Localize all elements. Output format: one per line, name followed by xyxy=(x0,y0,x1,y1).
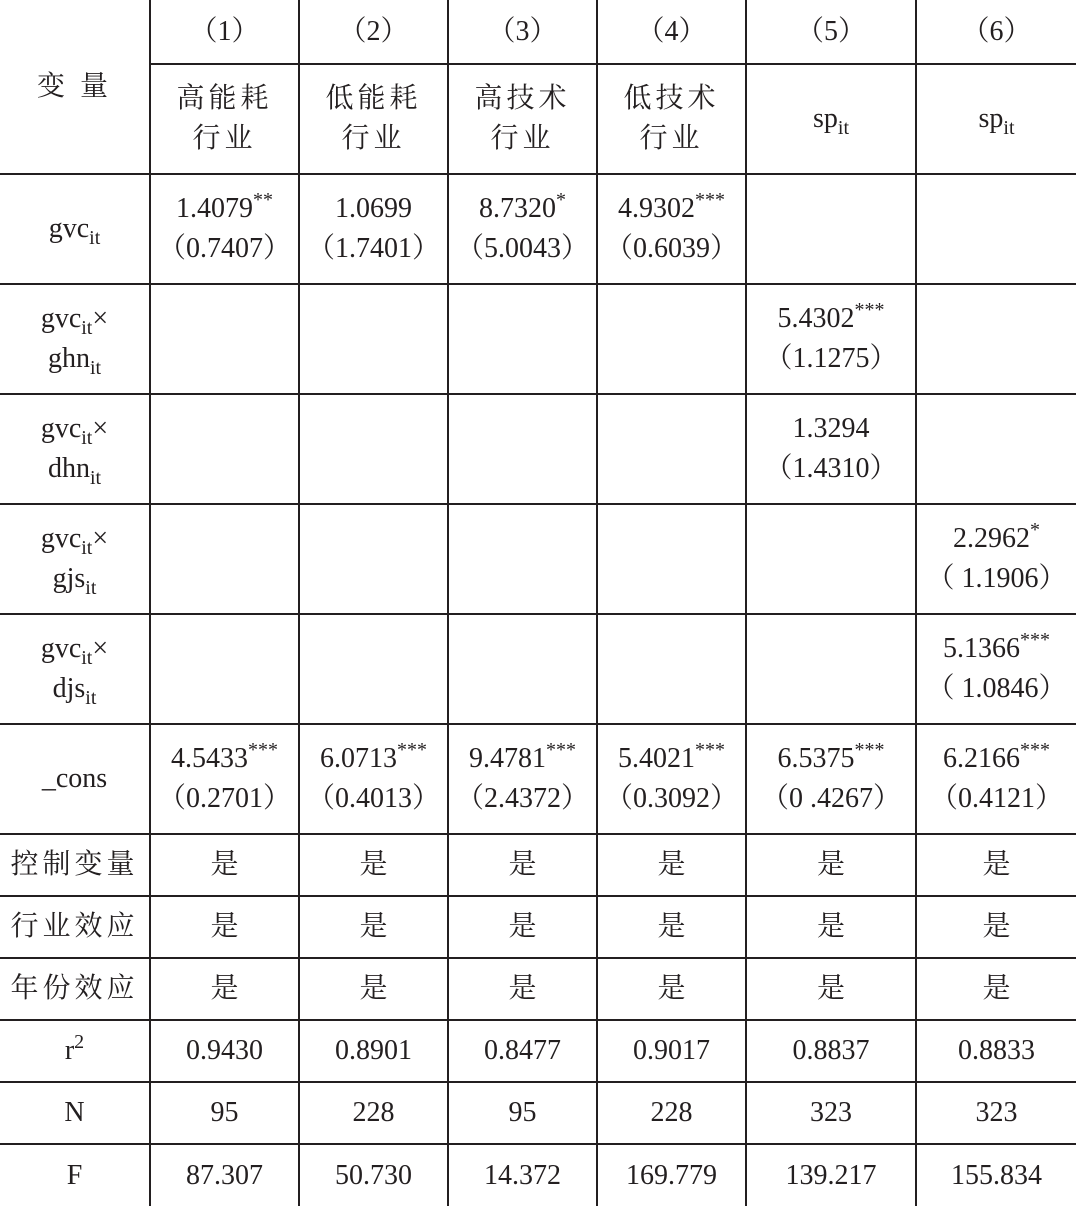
col-name-line: 行业 xyxy=(192,123,257,154)
standard-error: （2.4372） xyxy=(455,783,589,814)
col-name-line: 行业 xyxy=(490,123,555,154)
row-label xyxy=(0,614,150,724)
coef-cell xyxy=(299,174,448,284)
times-sign: × xyxy=(92,413,109,444)
row-label-base: gvc xyxy=(40,413,82,444)
value-cell: 0.9430 xyxy=(150,1020,299,1082)
col-name-line: 行业 xyxy=(341,123,406,154)
row-label-base: dhn xyxy=(47,453,90,484)
coef-cell xyxy=(299,614,448,724)
coef-cell xyxy=(150,284,299,394)
coef-cell xyxy=(597,614,746,724)
col-name xyxy=(150,64,299,174)
header-number-row xyxy=(0,0,1076,64)
row-gvc xyxy=(0,174,1076,284)
value-cell: 是 xyxy=(597,896,746,958)
row-cons xyxy=(0,724,1076,834)
value-cell: 87.307 xyxy=(150,1144,299,1206)
coef-cell xyxy=(746,174,916,284)
value-cell: 95 xyxy=(448,1082,597,1144)
significance-stars: *** xyxy=(854,739,885,761)
coef-cell xyxy=(746,504,916,614)
row-label: N xyxy=(0,1082,150,1144)
value-cell: 228 xyxy=(299,1082,448,1144)
significance-stars: * xyxy=(556,189,566,211)
row-r2 xyxy=(0,1020,1076,1082)
value-cell: 323 xyxy=(746,1082,916,1144)
col-name xyxy=(597,64,746,174)
row-label-base: gvc xyxy=(48,213,90,244)
coef-cell xyxy=(597,174,746,284)
coefficient: 6.2166 xyxy=(943,743,1020,774)
row-label-base: gvc xyxy=(40,633,82,664)
row-n xyxy=(0,1082,1076,1144)
col-number: （6） xyxy=(916,0,1076,64)
coef-cell xyxy=(746,724,916,834)
value-cell: 155.834 xyxy=(916,1144,1076,1206)
coef-cell xyxy=(916,724,1076,834)
row-label-sub: it xyxy=(81,537,93,559)
significance-stars: *** xyxy=(695,739,725,761)
col-name-line: 行业 xyxy=(639,123,704,154)
row-label: _cons xyxy=(0,724,150,834)
significance-stars: *** xyxy=(397,739,427,761)
value-cell: 是 xyxy=(150,896,299,958)
significance-stars: *** xyxy=(1020,629,1050,651)
value-cell: 是 xyxy=(299,896,448,958)
value-cell: 0.8901 xyxy=(299,1020,448,1082)
value-cell: 228 xyxy=(597,1082,746,1144)
value-cell: 14.372 xyxy=(448,1144,597,1206)
coef-cell xyxy=(597,504,746,614)
value-cell: 0.8833 xyxy=(916,1020,1076,1082)
row-label-sub: it xyxy=(85,577,97,599)
coefficient: 1.0699 xyxy=(335,193,412,224)
standard-error: （1.4310） xyxy=(764,453,898,484)
row-djs xyxy=(0,614,1076,724)
value-cell: 是 xyxy=(299,958,448,1020)
value-cell: 是 xyxy=(746,958,916,1020)
coef-cell xyxy=(448,724,597,834)
coef-cell xyxy=(597,394,746,504)
value-cell: 是 xyxy=(916,958,1076,1020)
row-label-base: gjs xyxy=(52,563,86,594)
coef-cell xyxy=(916,614,1076,724)
row-label-base: r xyxy=(64,1035,75,1066)
standard-error: （ 1.1906） xyxy=(926,563,1067,594)
coefficient: 1.4079 xyxy=(176,193,253,224)
coef-cell xyxy=(746,394,916,504)
col-name xyxy=(448,64,597,174)
coef-cell xyxy=(448,284,597,394)
coef-cell xyxy=(916,174,1076,284)
standard-error: （0.4013） xyxy=(306,783,440,814)
row-label: 控制变量 xyxy=(0,834,150,896)
col-name-line: 高技术 xyxy=(474,83,571,114)
row-label xyxy=(0,504,150,614)
coefficient: 4.5433 xyxy=(171,743,248,774)
col-number: （2） xyxy=(299,0,448,64)
row-label-sub: it xyxy=(89,227,101,249)
coef-cell xyxy=(150,174,299,284)
value-cell: 是 xyxy=(916,834,1076,896)
coef-cell xyxy=(916,284,1076,394)
significance-stars: *** xyxy=(248,739,278,761)
value-cell: 169.779 xyxy=(597,1144,746,1206)
row-label-sub: it xyxy=(85,687,97,709)
coefficient: 4.9302 xyxy=(618,193,695,224)
times-sign: × xyxy=(92,633,109,664)
row-label-sub: it xyxy=(81,317,93,339)
standard-error: （5.0043） xyxy=(455,233,589,264)
row-label: 行业效应 xyxy=(0,896,150,958)
row-label xyxy=(0,1020,150,1082)
standard-error: （1.1275） xyxy=(764,343,898,374)
significance-stars: *** xyxy=(854,299,885,321)
significance-stars: *** xyxy=(1020,739,1050,761)
col-number: （5） xyxy=(746,0,916,64)
coef-cell xyxy=(746,614,916,724)
significance-stars: *** xyxy=(695,189,725,211)
coef-cell xyxy=(299,284,448,394)
col-name xyxy=(746,64,916,174)
standard-error: （0.4121） xyxy=(929,783,1063,814)
coefficient: 6.0713 xyxy=(320,743,397,774)
col-name-line: 高能耗 xyxy=(176,83,273,114)
row-ghn xyxy=(0,284,1076,394)
row-label-base: gvc xyxy=(40,303,82,334)
row-label: 年份效应 xyxy=(0,958,150,1020)
coef-cell xyxy=(299,394,448,504)
coef-cell xyxy=(448,394,597,504)
times-sign: × xyxy=(92,303,109,334)
value-cell: 0.8837 xyxy=(746,1020,916,1082)
col-name xyxy=(916,64,1076,174)
value-cell: 0.9017 xyxy=(597,1020,746,1082)
coefficient: 5.1366 xyxy=(943,633,1020,664)
value-cell: 是 xyxy=(746,896,916,958)
row-gjs xyxy=(0,504,1076,614)
coefficient: 9.4781 xyxy=(469,743,546,774)
value-cell: 0.8477 xyxy=(448,1020,597,1082)
row-label-base: gvc xyxy=(40,523,82,554)
significance-stars: *** xyxy=(546,739,576,761)
row-control xyxy=(0,834,1076,896)
row-label: F xyxy=(0,1144,150,1206)
coefficient: 1.3294 xyxy=(792,413,870,444)
value-cell: 323 xyxy=(916,1082,1076,1144)
coef-cell xyxy=(150,394,299,504)
row-industry xyxy=(0,896,1076,958)
coef-cell xyxy=(299,504,448,614)
row-f xyxy=(0,1144,1076,1206)
col-number: （1） xyxy=(150,0,299,64)
variable-header-cell xyxy=(0,0,150,174)
row-label-sup: 2 xyxy=(74,1031,85,1053)
row-label xyxy=(0,394,150,504)
col-name-sub: it xyxy=(1003,117,1015,139)
coef-cell xyxy=(916,394,1076,504)
row-label-sub: it xyxy=(89,467,102,489)
standard-error: （0.7407） xyxy=(157,233,291,264)
row-year xyxy=(0,958,1076,1020)
coefficient: 8.7320 xyxy=(479,193,556,224)
significance-stars: ** xyxy=(253,189,273,211)
coefficient: 2.2962 xyxy=(953,523,1030,554)
value-cell: 139.217 xyxy=(746,1144,916,1206)
coef-cell xyxy=(597,284,746,394)
coef-cell xyxy=(150,724,299,834)
value-cell: 是 xyxy=(597,958,746,1020)
value-cell: 是 xyxy=(150,834,299,896)
value-cell: 是 xyxy=(448,834,597,896)
value-cell: 是 xyxy=(150,958,299,1020)
row-dhn xyxy=(0,394,1076,504)
coef-cell xyxy=(299,724,448,834)
standard-error: （0.2701） xyxy=(157,783,291,814)
standard-error: （0 .4267） xyxy=(760,783,901,814)
value-cell: 是 xyxy=(448,958,597,1020)
col-name-line: 低能耗 xyxy=(325,83,422,114)
row-label xyxy=(0,284,150,394)
variable-header-label: 变 量 xyxy=(36,70,112,102)
row-label-base: ghn xyxy=(47,343,90,374)
row-label xyxy=(0,174,150,284)
coef-cell xyxy=(448,174,597,284)
row-label-sub: it xyxy=(81,427,93,449)
value-cell: 是 xyxy=(746,834,916,896)
significance-stars: * xyxy=(1030,519,1040,541)
standard-error: （1.7401） xyxy=(306,233,440,264)
coef-cell xyxy=(746,284,916,394)
col-name-line: 低技术 xyxy=(623,83,720,114)
standard-error: （0.3092） xyxy=(604,783,738,814)
value-cell: 是 xyxy=(597,834,746,896)
header-name-row xyxy=(0,64,1076,174)
coef-cell xyxy=(916,504,1076,614)
row-label-base: djs xyxy=(52,673,86,704)
col-number: （4） xyxy=(597,0,746,64)
value-cell: 是 xyxy=(448,896,597,958)
col-name xyxy=(299,64,448,174)
value-cell: 是 xyxy=(299,834,448,896)
coef-cell xyxy=(150,614,299,724)
coef-cell xyxy=(448,504,597,614)
value-cell: 95 xyxy=(150,1082,299,1144)
value-cell: 50.730 xyxy=(299,1144,448,1206)
times-sign: × xyxy=(92,523,109,554)
coef-cell xyxy=(448,614,597,724)
col-name-base: sp xyxy=(812,103,838,134)
col-number: （3） xyxy=(448,0,597,64)
coefficient: 5.4302 xyxy=(777,303,855,334)
standard-error: （0.6039） xyxy=(604,233,738,264)
col-name-base: sp xyxy=(978,103,1004,134)
coef-cell xyxy=(597,724,746,834)
col-name-sub: it xyxy=(837,117,850,139)
coef-cell xyxy=(150,504,299,614)
standard-error: （ 1.0846） xyxy=(926,673,1067,704)
coefficient: 6.5375 xyxy=(777,743,855,774)
row-label-sub: it xyxy=(81,647,93,669)
row-label-sub: it xyxy=(89,357,102,379)
coefficient: 5.4021 xyxy=(618,743,695,774)
value-cell: 是 xyxy=(916,896,1076,958)
